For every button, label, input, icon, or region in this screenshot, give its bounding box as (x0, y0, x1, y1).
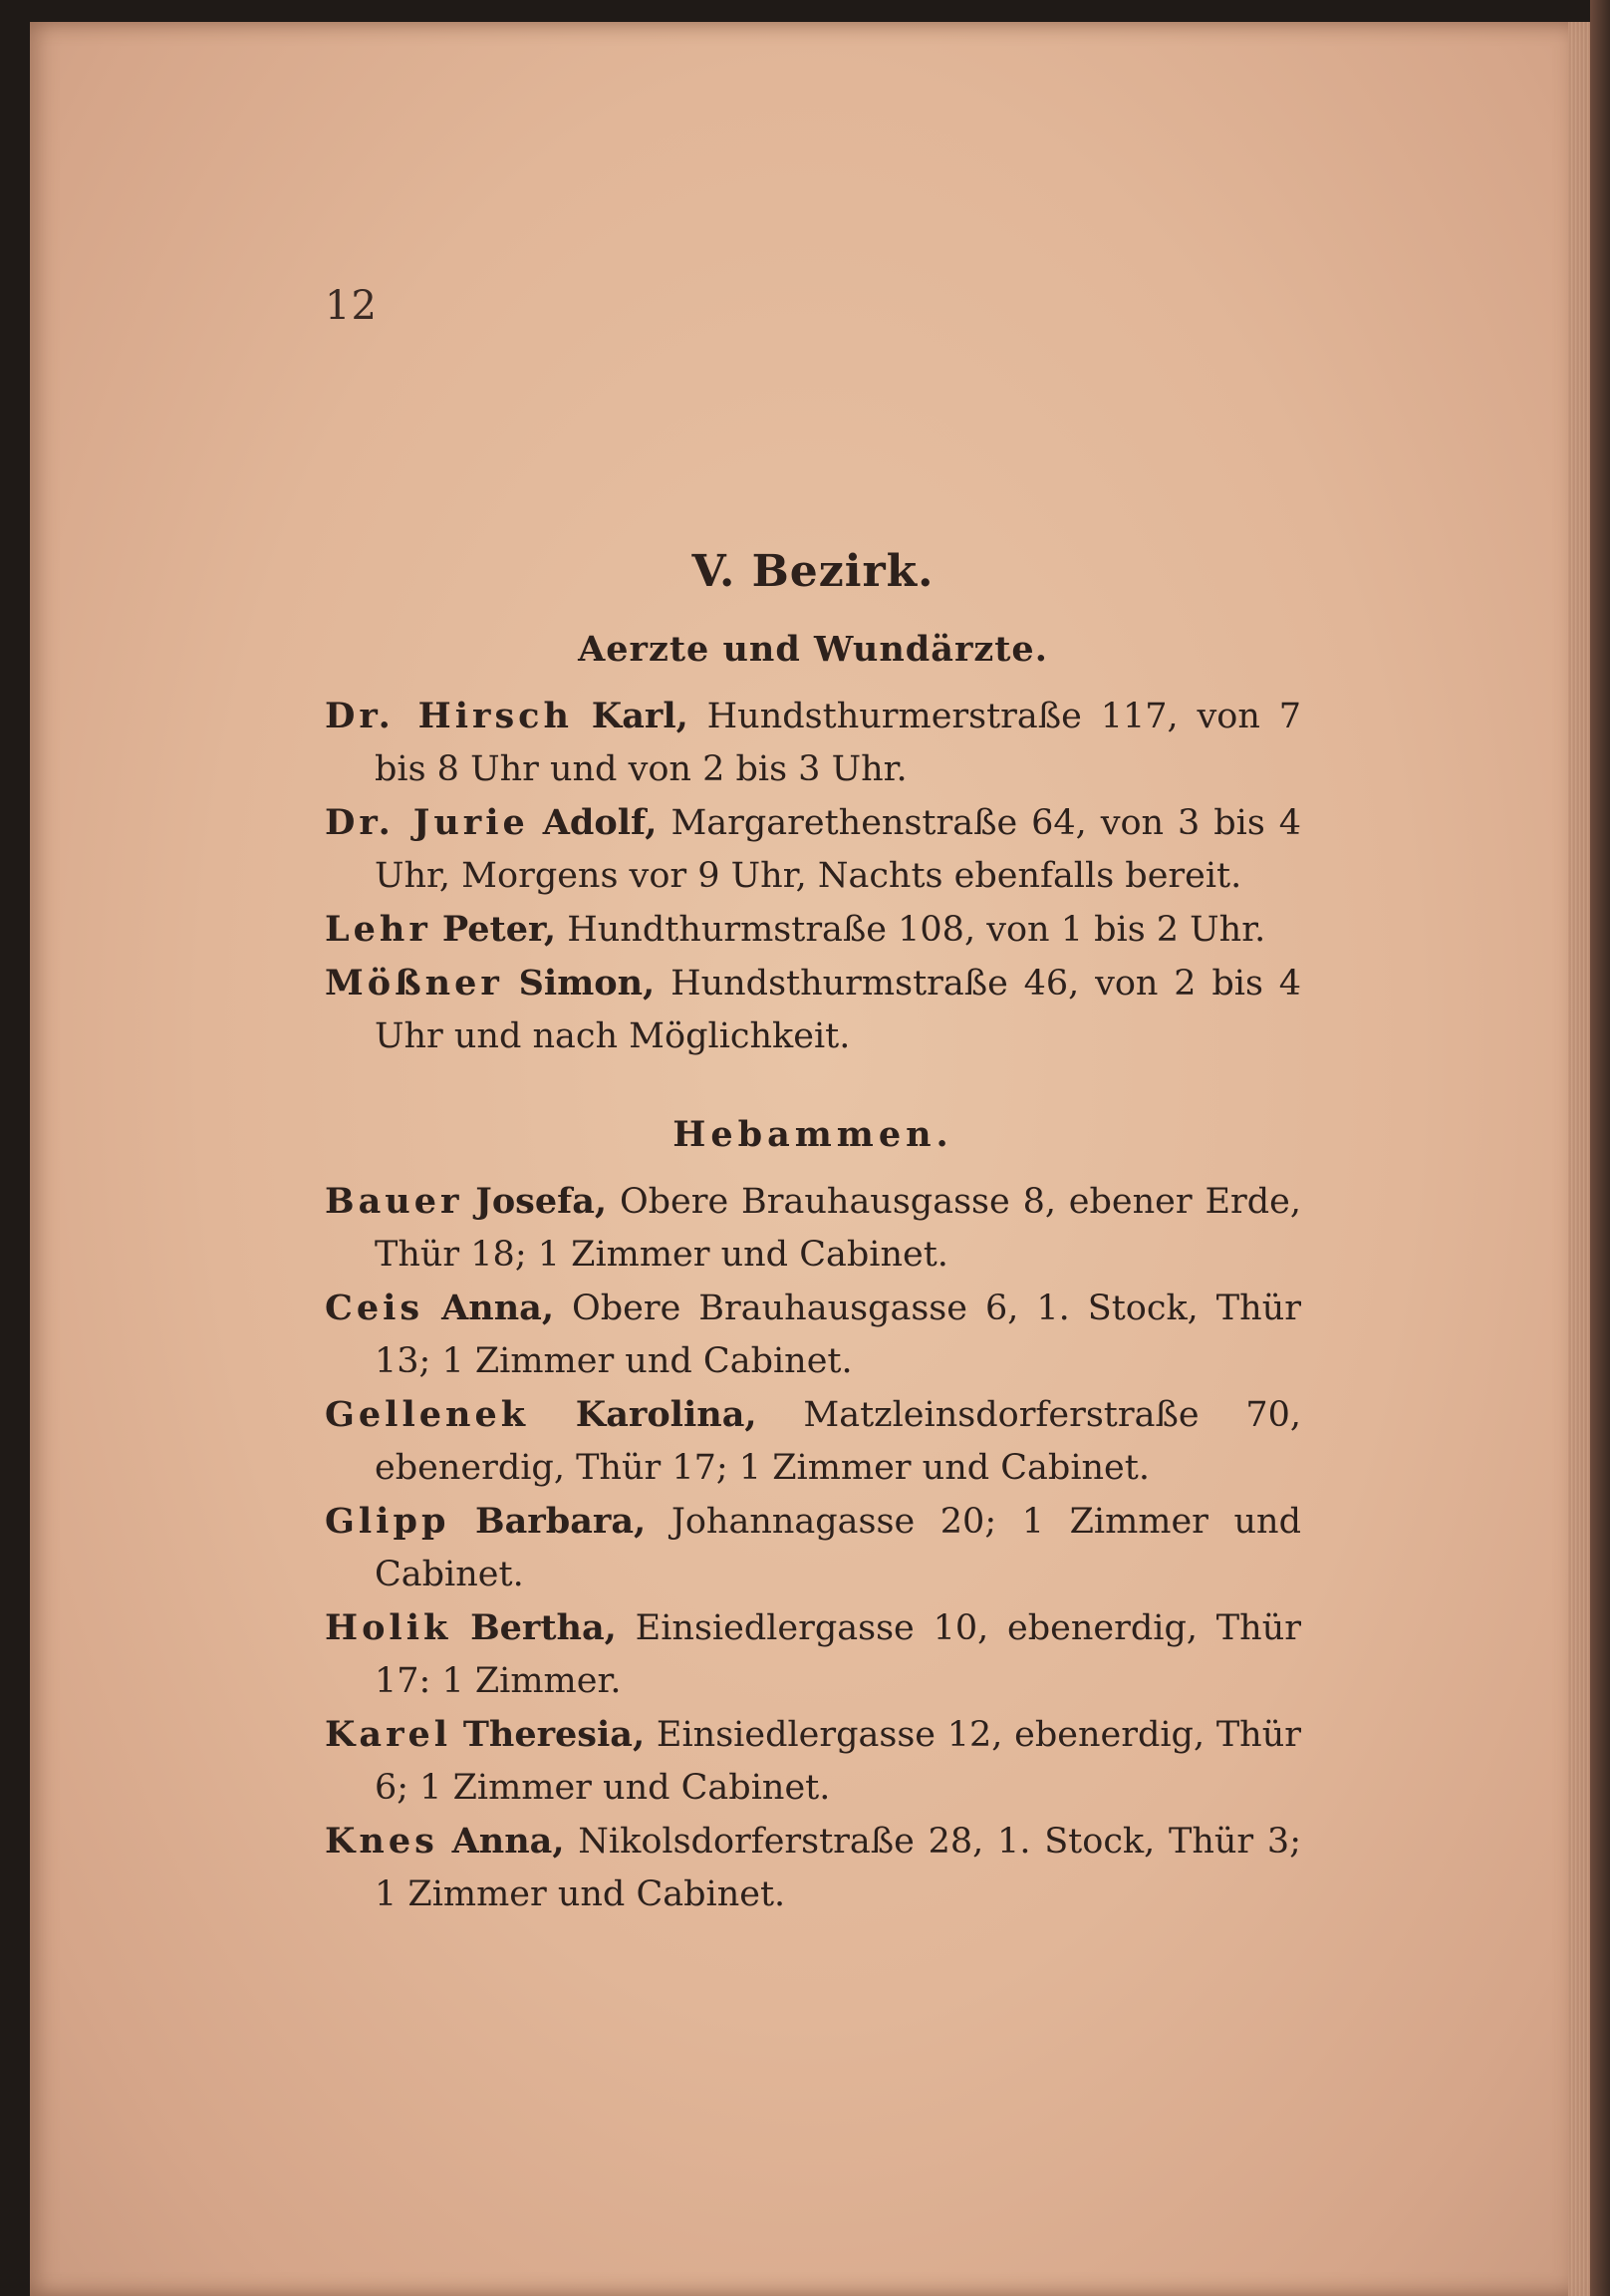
entry-text: Hundsthurmstraße 46, von 2 bis 4 Uhr und nach Möglichkeit. (375, 964, 1301, 1056)
entry-name: Dr. Jurie (325, 802, 529, 843)
entry-firstname: Anna, (451, 1821, 565, 1862)
entry-name: Bauer (325, 1181, 463, 1222)
list-item (325, 1388, 1301, 1495)
entry-text: Johannagasse 20; 1 Zimmer und Cabinet. (375, 1502, 1301, 1594)
entry-name: Knes (325, 1821, 438, 1862)
book-page (30, 22, 1590, 2296)
list-item (325, 1175, 1301, 1282)
district-heading: V. Bezirk. (691, 546, 935, 597)
entry-text: Einsiedlergasse 10, ebenerdig, Thür 17: 1 Zimmer. (375, 1608, 1301, 1701)
section-title: Hebammen. (672, 1114, 953, 1155)
entry-firstname: Karolina, (575, 1394, 757, 1435)
entry-name: Lehr (325, 909, 431, 950)
entry-firstname: Theresia, (462, 1714, 646, 1755)
list-item (325, 690, 1301, 796)
book-spine-edge (1590, 0, 1610, 2296)
entry-text: Margarethenstraße 64, von 3 bis 4 Uhr, Morgens vor 9 Uhr, Nachts ebenfalls bereit. (375, 803, 1301, 896)
entry-firstname: Adolf, (542, 802, 658, 843)
entry-firstname: Anna, (441, 1288, 555, 1328)
entry-firstname: Peter, (441, 909, 557, 950)
entry-name: Ceis (325, 1288, 424, 1328)
entry-firstname: Karl, (591, 696, 688, 736)
section-physicians (325, 620, 1301, 1063)
page-number: 12 (325, 283, 378, 329)
section-title: Aerzte und Wundärzte. (578, 629, 1048, 670)
list-item (325, 1708, 1301, 1815)
entry-name: Mößner (325, 963, 503, 1004)
page-edge-stack (1568, 22, 1590, 2296)
list-item (325, 1815, 1301, 1921)
list-item (325, 957, 1301, 1063)
entry-firstname: Barbara, (475, 1501, 647, 1542)
list-item (325, 1282, 1301, 1388)
list-item (325, 1495, 1301, 1601)
entry-name: Glipp (325, 1501, 450, 1542)
list-item (325, 1601, 1301, 1708)
entry-text: Nikolsdorferstraße 28, 1. Stock, Thür 3; 1 Zimmer und Cabinet. (375, 1822, 1301, 1914)
entry-name: Karel (325, 1714, 452, 1755)
entry-name: Gellenek (325, 1394, 529, 1435)
entry-text: Matzleinsdorferstraße 70, ebenerdig, Thür 17; 1 Zimmer und Cabinet. (375, 1395, 1301, 1488)
entry-firstname: Simon, (518, 963, 656, 1004)
entry-text: Obere Brauhausgasse 8, ebener Erde, Thür 18; 1 Zimmer und Cabinet. (375, 1182, 1301, 1275)
list-item (325, 903, 1301, 957)
entry-text: Einsiedlergasse 12, ebenerdig, Thür 6; 1 Zimmer und Cabinet. (375, 1715, 1301, 1808)
entry-text: Hundsthurmerstraße 117, von 7 bis 8 Uhr und von 2 bis 3 Uhr. (375, 697, 1301, 789)
entry-text: Hundthurmstraße 108, von 1 bis 2 Uhr. (567, 910, 1266, 950)
entry-text: Obere Brauhausgasse 6, 1. Stock, Thür 13; 1 Zimmer und Cabinet. (375, 1289, 1301, 1381)
page-content (325, 540, 1301, 1921)
entry-firstname: Bertha, (470, 1607, 617, 1648)
entry-name: Dr. Hirsch (325, 696, 573, 736)
list-item (325, 796, 1301, 903)
section-midwives (325, 1105, 1301, 1921)
entry-name: Holik (325, 1607, 452, 1648)
entry-firstname: Josefa, (475, 1181, 608, 1222)
